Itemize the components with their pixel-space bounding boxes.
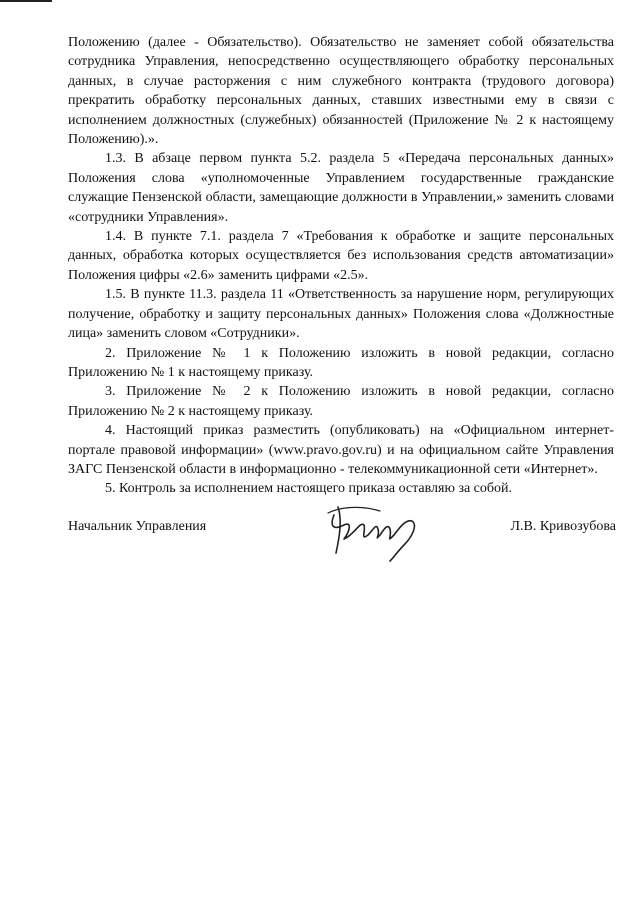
paragraph-4: 4. Настоящий приказ разместить (опубликовать) на «Официальном интернет-портале правовой информации» (www.pravo.gov.ru) и на официальном сайте Управления ЗАГС Пензенской области в информационно - телекоммуникационной сети «Интернет». xyxy=(68,423,614,477)
handwritten-signature xyxy=(320,495,430,565)
top-rule xyxy=(0,0,52,2)
signer-name: Л.В. Кривозубова xyxy=(510,519,616,534)
paragraph-continuation: Положению (далее - Обязательство). Обязательство не заменяет собой обязательства сотрудника Управления, непосредственно осуществляющего обработку персональных данных, в случае расторжения с ним служебного контракта (трудового договора) прекратить обработку персональных данных, ставших известными ему в связи с исполнением должностных (служебных) обязанностей (Приложение № 2 к настоящему Положению).». xyxy=(68,35,614,148)
paragraph-1-4: 1.4. В пункте 7.1. раздела 7 «Требования к обработке и защите персональных данных, обработка которых осуществляется без использования средств автоматизации» Положения цифры «2.6» заменить цифрами «2.5». xyxy=(68,229,614,283)
paragraph-5: 5. Контроль за исполнением настоящего приказа оставляю за собой. xyxy=(105,481,513,497)
document-body xyxy=(68,33,614,499)
paragraph-3: 3. Приложение № 2 к Положению изложить в новой редакции, согласно Приложению № 2 к настоящему приказу. xyxy=(68,384,614,419)
paragraph-2: 2. Приложение № 1 к Положению изложить в новой редакции, согласно Приложению № 1 к настоящему приказу. xyxy=(68,345,614,380)
paragraph-1-5: 1.5. В пункте 11.3. раздела 11 «Ответственность за нарушение норм, регулирующих получение, обработку и защиту персональных данных» Положения слова «Должностные лица» заменить словом «Сотрудники». xyxy=(68,287,614,342)
signer-role: Начальник Управления xyxy=(68,519,207,534)
paragraph-1-3: 1.3. В абзаце первом пункта 5.2. раздела 5 «Передача персональных данных» Положения слова «уполномоченные Управлением государственные гражданские служащие Пензенской области, замещающие должности в Управлении,» заменить словами «сотрудники Управления». xyxy=(68,151,614,225)
signature-block xyxy=(68,519,616,579)
